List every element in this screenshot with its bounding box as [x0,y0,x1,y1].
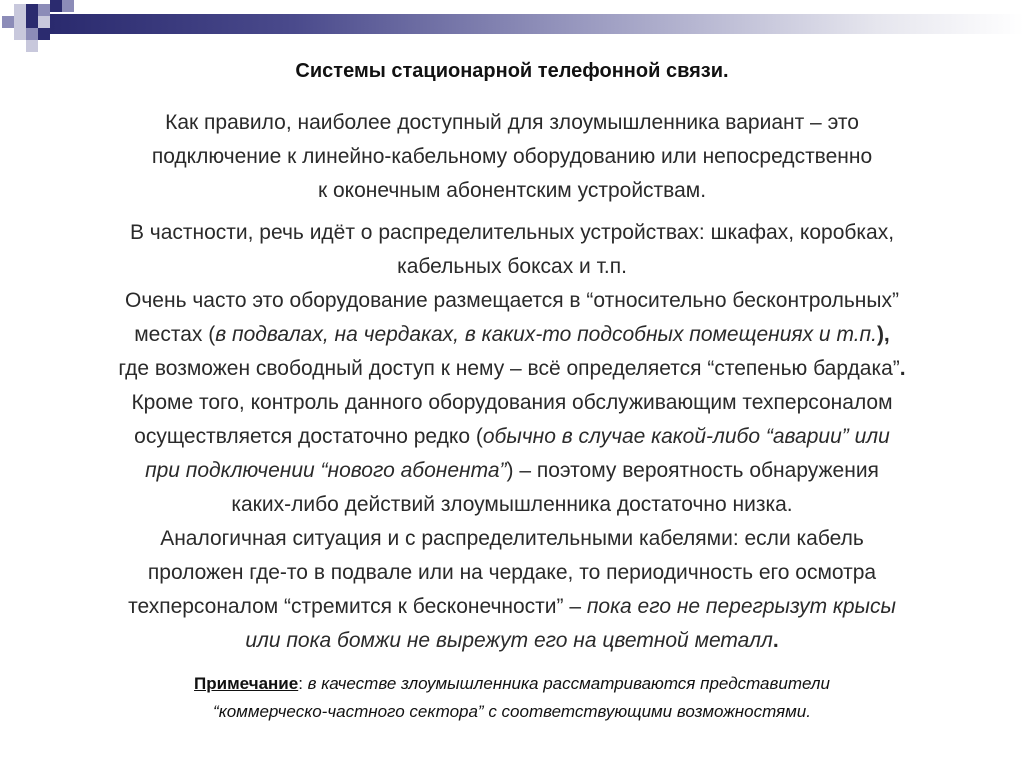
note-colon: : [298,674,308,693]
deco-square [26,40,38,52]
italic-text: пока его не перегрызут крысы [586,595,896,618]
text-line: каких-либо действий злоумышленника достаточно низка. [231,493,793,516]
text-line: местах ( [134,323,216,346]
text-line: В частности, речь идёт о распределительных устройствах: шкафах, коробках, [129,221,895,244]
text-line: Как правило, наиболее доступный для злоумышленника вариант – это [165,111,859,134]
deco-square [50,0,62,12]
text-line: Кроме того, контроль данного оборудования обслуживающим техперсоналом [131,391,893,414]
deco-square [62,0,74,12]
slide-body [20,106,1004,658]
deco-square [14,28,26,40]
note-block [20,670,1004,726]
text-line: Аналогичная ситуация и с распределительными кабелями: если кабель [160,527,864,550]
italic-text: при подключении “нового абонента” [145,459,507,482]
header-gradient-band [50,14,1024,34]
text-line: ), [876,323,890,346]
text-line: к оконечным абонентским устройствам. [317,179,707,202]
text-line: ) – поэтому вероятность обнаружения [506,459,879,482]
italic-text: в подвалах, на чердаках, в каких-то подсобных помещениях и т.п. [215,323,877,346]
text-line: проложен где-то в подвале или на чердаке, то периодичность его осмотра [147,561,877,584]
details-paragraph [20,216,1004,658]
deco-square [38,28,50,40]
deco-square [26,28,38,40]
deco-square [38,16,50,28]
text-line: кабельных боксах и т.п. [397,255,627,278]
deco-square [2,16,14,28]
text-line: Очень часто это оборудование размещается в “относительно бесконтрольных” [125,289,899,312]
text-line: . [772,629,779,652]
text-line: подключение к линейно-кабельному оборудованию или непосредственно [151,145,873,168]
text-line: . [899,357,906,380]
intro-paragraph [20,106,1004,208]
text-line: осуществляется достаточно редко ( [134,425,483,448]
deco-square [14,4,26,16]
italic-text: обычно в случае какой-либо “аварии” или [482,425,890,448]
text-line: техперсоналом “стремится к бесконечности” – [128,595,587,618]
deco-square [14,16,26,28]
note-text: в качестве злоумышленника рассматриваются представители [307,674,830,693]
note-text: “коммерческо-частного сектора” с соответствующими возможностями. [213,702,811,721]
note-label: Примечание [194,674,299,693]
deco-square [26,4,38,16]
italic-text: или пока бомжи не вырежут его на цветной металл [245,629,773,652]
deco-square [26,16,38,28]
deco-square [38,4,50,16]
text-line: где возможен свободный доступ к нему – всё определяется “степенью бардака” [118,357,900,380]
header-decoration [0,0,1024,60]
slide-title: Системы стационарной телефонной связи. [295,60,729,82]
